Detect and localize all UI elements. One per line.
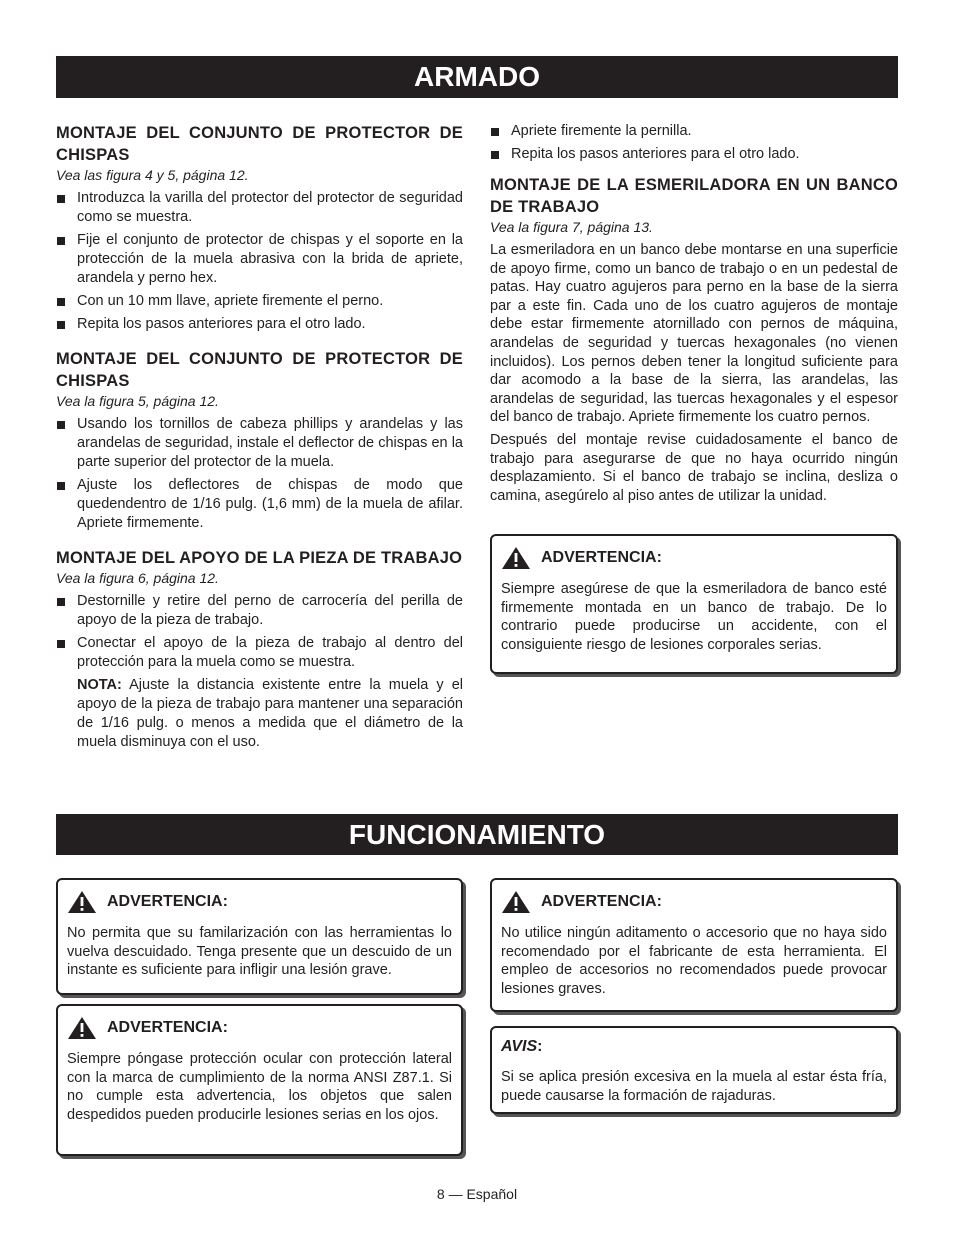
note-paragraph [77,676,463,752]
figure-reference: Vea la figura 5, página 12. [56,393,219,409]
warning-title: ADVERTENCIA: [107,1019,228,1036]
figure-reference: Vea la figura 6, página 12. [56,570,219,586]
section-heading: MONTAJE DEL APOYO DE LA PIEZA DE TRABAJO [56,549,463,567]
list-item: Conectar el apoyo de la pieza de trabajo al dentro del protección para la muela como se muestra. [56,634,463,672]
warning-header [501,546,887,570]
warning-triangle-icon [67,1016,97,1040]
section-heading: MONTAJE DEL CONJUNTO DE PROTECTOR DE CHISPAS [56,124,463,164]
list-item: Repita los pasos anteriores para el otro lado. [490,145,898,164]
list-item: Apriete firemente la pernilla. [490,122,898,141]
warning-text: Siempre asegúrese de que la esmeriladora de banco esté firmemente montada en un banco de trabajo. De lo contrario puede producirse un accidente, con el consiguiente riesgo de lesiones corporales serias. [501,581,887,653]
body-paragraph: La esmeriladora en un banco debe montarse en una superficie de apoyo firme, como un banco de trabajo o en un pedestal de patas. Hay cuatro agujeros para perno en la base de la sierra par a este fin. Cada uno de los cuatro agujeros de montaje debe estar firmemente atornillado con pernos de máquina, arandelas de seguridad y tuercas hexagonales (no vienen incluidos). Los pernos deben tener la longitud suficiente para dar acomodo a la base de la sierra, las arandelas, las arandelas de seguridad, las tuercas hexagonales y el espesor del banco de trabajo. Apriete firmemente los cuatro pernos. [490,242,898,426]
note-text: Ajuste la distancia existente entre la muela y el apoyo de la pieza de trabajo para mantener una separación de 1/16 pulg. o menos a medida que el diámetro de la muela disminuya con el uso. [77,677,463,750]
notice-text: Si se aplica presión excesiva en la muela al estar ésta fría, puede causarse la formación de rajaduras. [501,1069,887,1104]
warning-triangle-icon [67,890,97,914]
warning-title: ADVERTENCIA: [541,893,662,910]
warning-title: ADVERTENCIA: [107,893,228,910]
notice-header [501,1036,887,1058]
list-item: Usando los tornillos de cabeza phillips y arandelas y las arandelas de seguridad, instale el deflector de chispas en la parte superior del protector de la muela. [56,415,463,472]
left-column [56,122,463,752]
warning-triangle-icon [501,546,531,570]
warning-box-eye-protection [56,1004,463,1156]
warning-header [501,890,887,914]
notice-box-avis [490,1026,898,1114]
list-item: Ajuste los deflectores de chispas de modo que quedendentro de 1/16 pulg. (1,6 mm) de la muela de afilar. Apriete firmemente. [56,476,463,533]
list-item: Introduzca la varilla del protector del protector de seguridad como se muestra. [56,189,463,227]
warning-text: No utilice ningún aditamento o accesorio que no haya sido recomendado por el fabricante de esta herramienta. El empleo de accesorios no recomendados puede provocar lesiones graves. [501,925,887,997]
warning-box-mounting [490,534,898,674]
list-item: Repita los pasos anteriores para el otro lado. [56,315,463,334]
section-heading: MONTAJE DE LA ESMERILADORA EN UN BANCO DE TRABAJO [490,176,898,216]
list-item: Destornille y retire del perno de carrocería del perilla de apoyo de la pieza de trabajo. [56,592,463,630]
warning-text: No permita que su familarización con las herramientas lo vuelva descuidado. Tenga presente que un descuido de un instante es suficiente para infligir una lesión grave. [67,925,452,979]
list-item: Con un 10 mm llave, apriete firemente el perno. [56,292,463,311]
notice-colon: : [537,1038,543,1055]
warning-triangle-icon [501,890,531,914]
warning-title: ADVERTENCIA: [541,549,662,566]
page-footer: 8 — Español [436,1186,518,1202]
instruction-list [56,189,463,334]
instruction-list [490,122,898,164]
instruction-list [56,592,463,672]
warning-header [67,890,452,914]
figure-reference: Vea la figura 7, página 13. [490,219,653,235]
section-banner-funcionamiento: FUNCIONAMIENTO [56,814,898,855]
warning-text: Siempre póngase protección ocular con protección lateral con la marca de cumplimiento de la norma ANSI Z87.1. Si no cumple esta advertencia, los objetos que salen despedidos pueden producirle lesiones serias en los ojos. [67,1051,452,1123]
warning-header [67,1016,452,1040]
right-column [490,122,898,509]
section-heading: MONTAJE DEL CONJUNTO DE PROTECTOR DE CHISPAS [56,350,463,390]
list-item: Fije el conjunto de protector de chispas y el soporte en la protección de la muela abrasiva con la brida de apriete, arandela y perno hex. [56,231,463,288]
warning-box-accessories [490,878,898,1012]
figure-reference: Vea las figura 4 y 5, página 12. [56,167,249,183]
warning-box-familiarity [56,878,463,995]
body-paragraph: Después del montaje revise cuidadosamente el banco de trabajo para asegurarse de que no haya ocurrido ningún desplazamiento. Si el banco de trabajo se inclina, desliza o camina, asegúrelo al piso antes de utilizar la unidad. [490,431,898,504]
instruction-list [56,415,463,533]
note-label: NOTA: [77,677,122,693]
notice-title: AVIS [501,1038,538,1055]
section-banner-armado: ARMADO [56,56,898,98]
